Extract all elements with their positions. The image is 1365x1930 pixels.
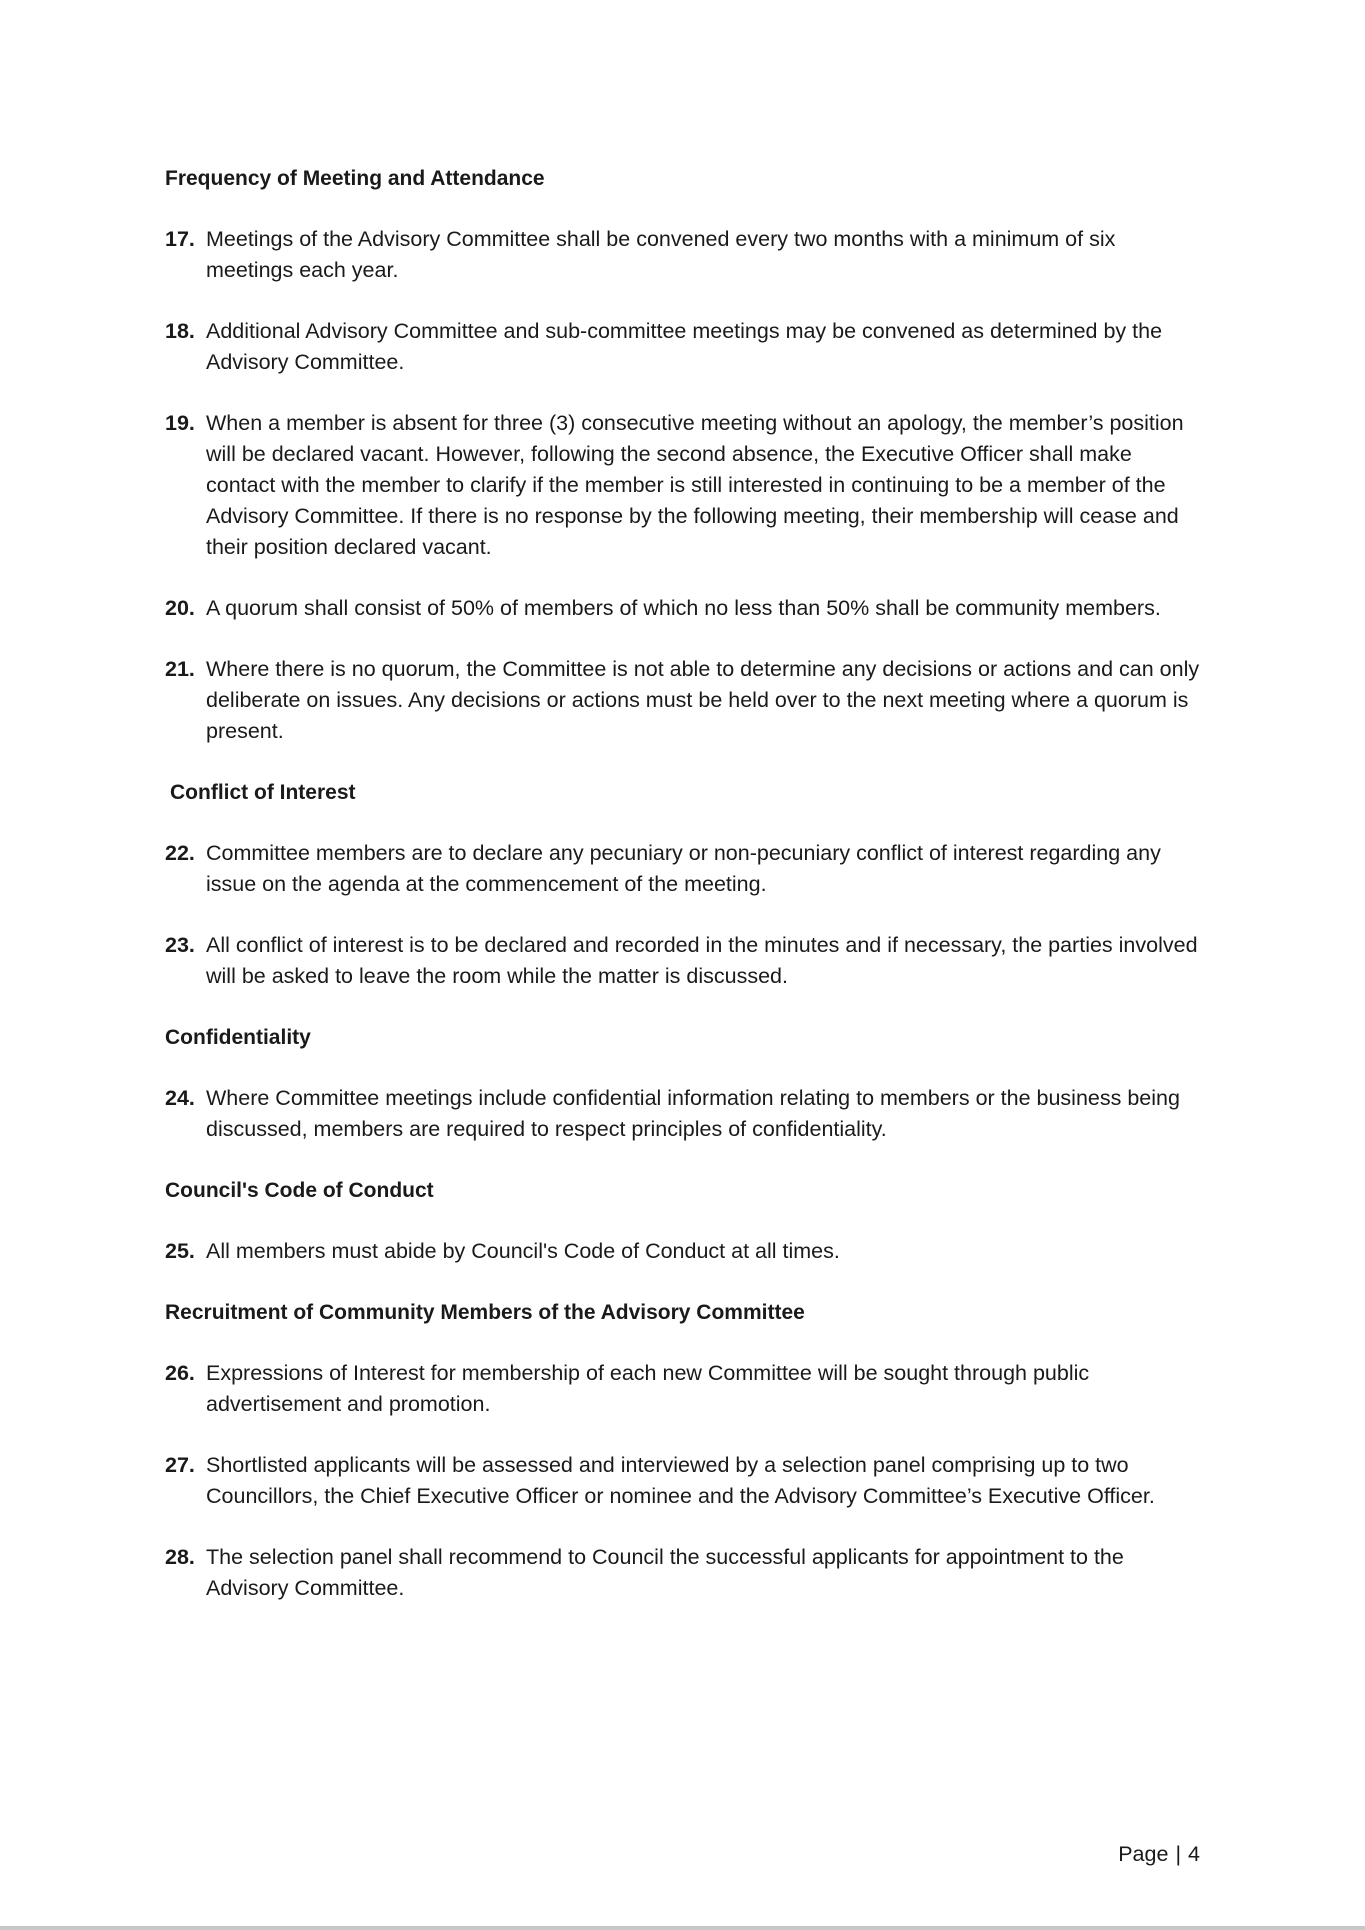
clause-text: Where there is no quorum, the Committee is not able to determine any decisions or actions and can only deliberate on issues. Any decisions or actions must be held over to the next meeting where a quorum is present.: [206, 657, 1200, 743]
page-number: 4: [1188, 1842, 1200, 1866]
clause-number: 28.: [165, 1545, 195, 1569]
clause-text: The selection panel shall recommend to Council the successful applicants for appointment to the Advisory Committee.: [206, 1545, 1124, 1600]
clause-number: 25.: [165, 1239, 195, 1263]
clause-number: 21.: [165, 657, 195, 681]
clause-text: Meetings of the Advisory Committee shall be convened every two months with a minimum of six meetings each year.: [206, 227, 1116, 282]
clause-22: [165, 838, 1205, 900]
clause-20: [165, 593, 1205, 624]
clause-text: Shortlisted applicants will be assessed and interviewed by a selection panel comprising up to two Councillors, the Chief Executive Officer or nominee and the Advisory Committee’s Executive Officer.: [206, 1453, 1155, 1508]
clause-number: 26.: [165, 1361, 195, 1385]
clause-number: 27.: [165, 1453, 195, 1477]
clause-text: Additional Advisory Committee and sub-committee meetings may be convened as determined by the Advisory Committee.: [206, 319, 1163, 374]
clause-28: [165, 1542, 1205, 1604]
clause-26: [165, 1358, 1205, 1420]
clause-21: [165, 654, 1205, 747]
document-body: [165, 163, 1205, 1634]
clause-text: All conflict of interest is to be declared and recorded in the minutes and if necessary, the parties involved will be asked to leave the room while the matter is discussed.: [206, 933, 1198, 988]
clause-text: Committee members are to declare any pecuniary or non-pecuniary conflict of interest regarding any issue on the agenda at the commencement of the meeting.: [206, 841, 1161, 896]
clause-number: 17.: [165, 227, 195, 251]
clause-number: 19.: [165, 411, 195, 435]
clause-25: [165, 1236, 1205, 1267]
page-label: Page: [1118, 1842, 1169, 1866]
clause-number: 18.: [165, 319, 195, 343]
section-heading-confidentiality: Confidentiality: [165, 1026, 311, 1049]
page-footer: [1118, 1839, 1200, 1869]
clause-number: 22.: [165, 841, 195, 865]
section-heading-frequency: Frequency of Meeting and Attendance: [165, 167, 545, 190]
clause-number: 23.: [165, 933, 195, 957]
section-heading-code-of-conduct: Council's Code of Conduct: [165, 1179, 434, 1202]
clause-24: [165, 1083, 1205, 1145]
clause-text: All members must abide by Council's Code of Conduct at all times.: [206, 1239, 840, 1263]
section-heading-conflict-of-interest: Conflict of Interest: [170, 781, 356, 804]
clause-23: [165, 930, 1205, 992]
clause-19: [165, 408, 1205, 563]
page-separator: |: [1175, 1842, 1182, 1866]
clause-text: Where Committee meetings include confidential information relating to members or the business being discussed, members are required to respect principles of confidentiality.: [206, 1086, 1180, 1141]
clause-text: A quorum shall consist of 50% of members of which no less than 50% shall be community members.: [206, 596, 1161, 620]
clause-18: [165, 316, 1205, 378]
clause-number: 24.: [165, 1086, 195, 1110]
clause-number: 20.: [165, 596, 195, 620]
clause-17: [165, 224, 1205, 286]
clause-27: [165, 1450, 1205, 1512]
clause-text: When a member is absent for three (3) consecutive meeting without an apology, the member’s position will be declared vacant. However, following the second absence, the Executive Officer shall make contact with the member to clarify if the member is still interested in continuing to be a member of the Advisory Committee. If there is no response by the following meeting, their membership will cease and their position declared vacant.: [206, 411, 1184, 559]
section-heading-recruitment: Recruitment of Community Members of the Advisory Committee: [165, 1301, 805, 1324]
page-bottom-edge: [0, 1926, 1365, 1930]
clause-text: Expressions of Interest for membership of each new Committee will be sought through public advertisement and promotion.: [206, 1361, 1090, 1416]
